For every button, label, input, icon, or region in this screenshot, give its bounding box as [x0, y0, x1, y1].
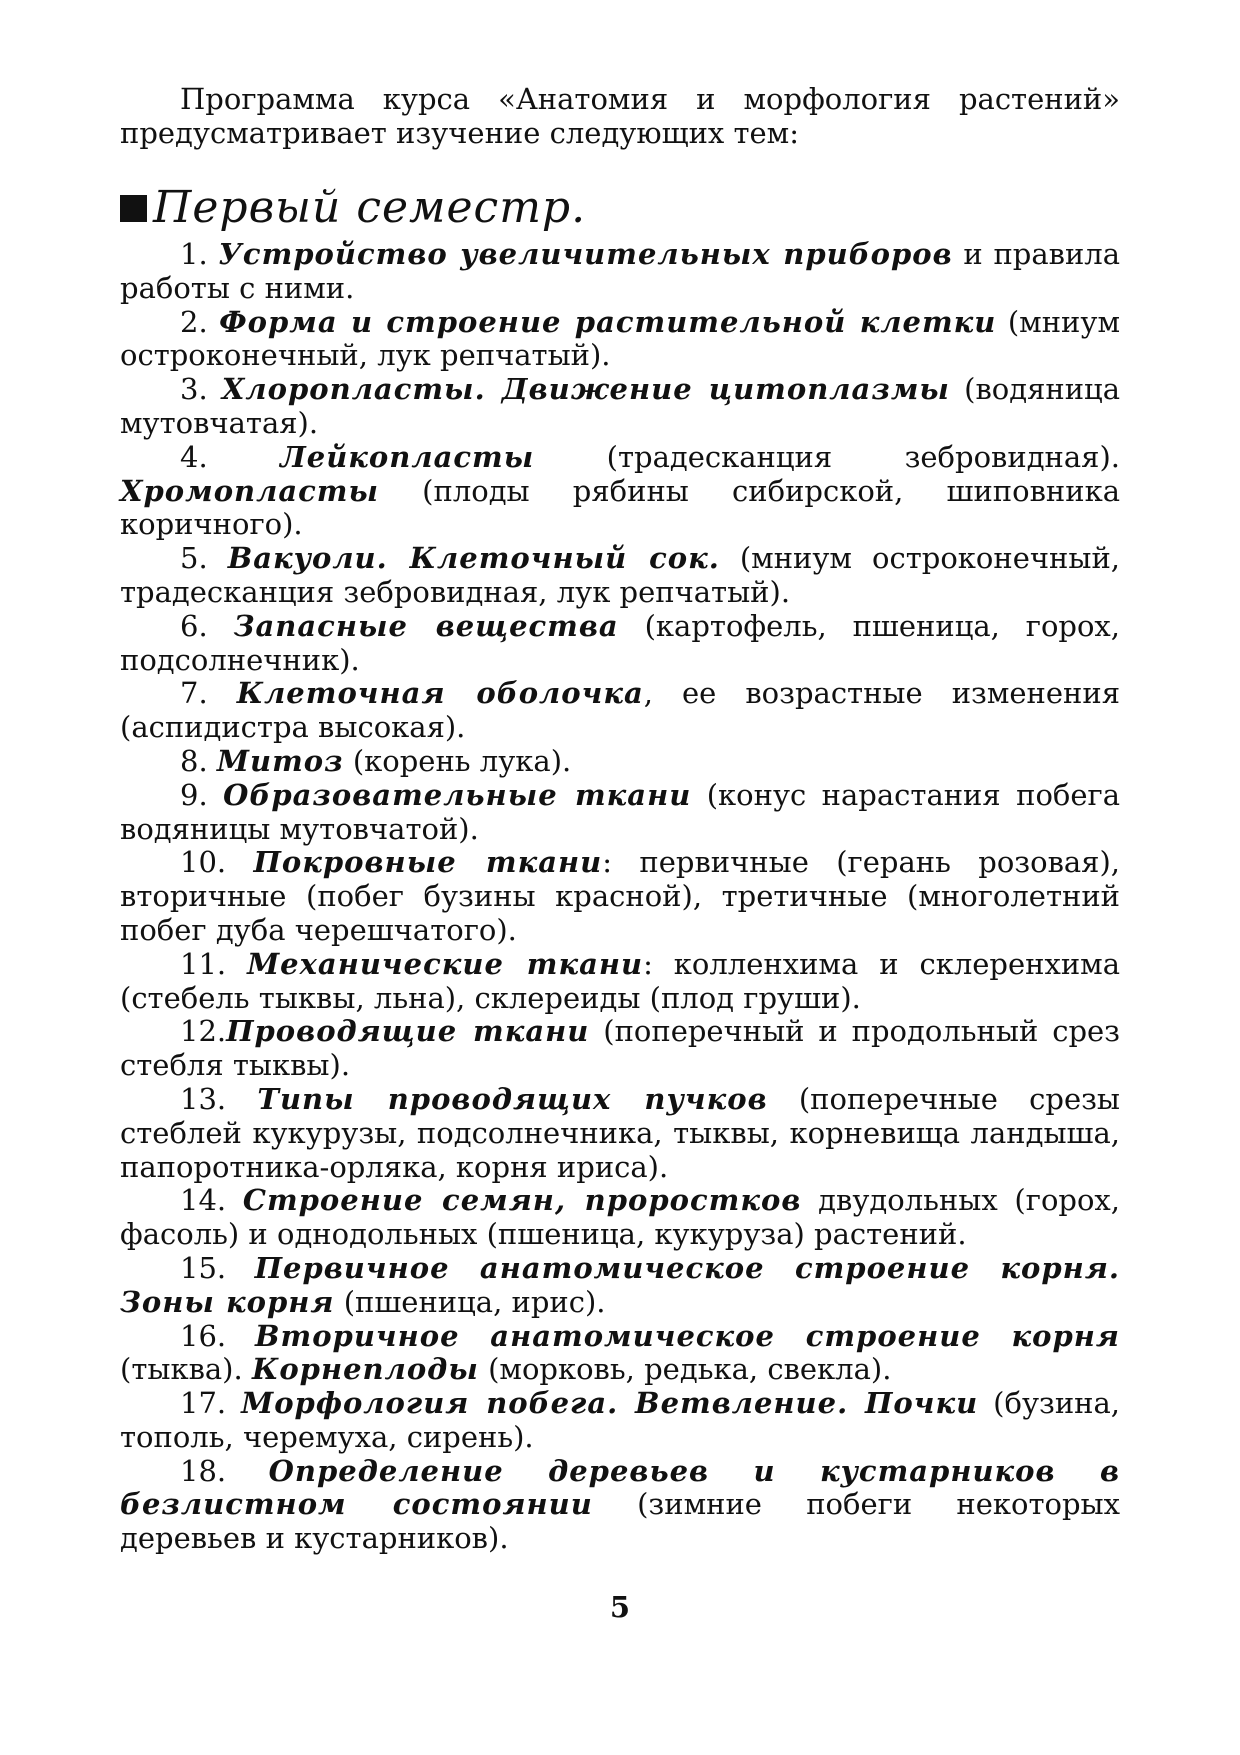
topic-title: Лейкопласты [280, 439, 535, 474]
topic-number: 6. [180, 608, 208, 643]
topic-title: Митоз [216, 743, 344, 778]
topic-description: (зимние побеги некоторых деревьев и кустарников). [120, 1487, 1120, 1556]
topic-number: 5. [180, 541, 208, 576]
topic-title: Вторичное анатомическое строение корня [255, 1318, 1121, 1353]
topic-title: Строение семян, проростков [242, 1183, 802, 1218]
topic-title: Запасные вещества [233, 608, 619, 643]
topic-title: Механические ткани [247, 946, 644, 981]
page-content [120, 82, 1120, 1556]
list-item [120, 1387, 1120, 1455]
topic-number: 2. [180, 304, 208, 339]
list-item [120, 677, 1120, 745]
list-item [120, 238, 1120, 306]
topic-number: 7. [180, 676, 208, 711]
topic-description: (корень лука). [343, 743, 572, 778]
topic-title: Форма и строение растительной клетки [219, 304, 997, 339]
section-heading [120, 180, 1120, 236]
topic-number: 12. [180, 1014, 227, 1049]
topic-number: 8. [180, 743, 208, 778]
list-item [120, 1455, 1120, 1556]
topic-number: 9. [180, 777, 208, 812]
intro-paragraph: Программа курса «Анатомия и морфология растений» предусматривает изучение следующих тем: [120, 82, 1120, 150]
list-item [120, 306, 1120, 374]
topic-description: : колленхима и склеренхима (стебель тыквы, льна), склереиды (плод груши). [120, 946, 1121, 1015]
topic-description: (мниум остроконечный, традесканция зебровидная, лук репчатый). [120, 541, 1120, 609]
topic-title: Проводящие ткани [226, 1014, 590, 1049]
list-item [120, 846, 1120, 947]
topic-title: Образовательные ткани [223, 777, 692, 812]
topic-description: (картофель, пшеница, горох, подсолнечник). [120, 608, 1120, 677]
topic-description: (мниум остроконечный, лук репчатый). [120, 304, 1121, 373]
topic-title: Корнеплоды [251, 1352, 479, 1387]
topic-description: , ее возрастные изменения (аспидистра высокая). [120, 676, 1120, 745]
section-heading-text: Первый семестр. [153, 182, 587, 233]
list-item [120, 948, 1120, 1016]
topic-number: 15. [180, 1250, 227, 1285]
topic-number: 3. [180, 372, 208, 407]
topic-description: (водяница мутовчатая). [120, 372, 1120, 440]
topic-description: (морковь, редька, свекла). [478, 1352, 892, 1387]
topic-number: 14. [180, 1183, 227, 1218]
list-item [120, 373, 1120, 441]
page-number: 5 [609, 1590, 631, 1624]
black-square-icon [120, 195, 147, 222]
topic-title: Первичное анатомическое строение корня. Зоны корня [120, 1250, 1120, 1319]
topic-description: (бузина, тополь, черемуха, сирень). [120, 1386, 1120, 1454]
list-item [120, 610, 1120, 678]
topic-description: и правила работы с ними. [120, 237, 1120, 305]
topic-description: : первичные (герань розовая), вторичные (побег бузины красной), третичные (многолетний побег дуба черешчатого). [120, 845, 1121, 947]
topic-description: (конус нарастания побега водяницы мутовчатой). [120, 777, 1121, 846]
topic-number: 10. [180, 845, 227, 880]
topic-description: (поперечные срезы стеблей кукурузы, подсолнечника, тыквы, корневища ландыша, папоротника-орляка, корня ириса). [120, 1081, 1121, 1184]
topic-description: (поперечный и продольный срез стебля тыквы). [120, 1014, 1120, 1083]
list-item [120, 1015, 1120, 1083]
topic-description: двудольных (горох, фасоль) и однодольных (пшеница, кукуруза) растений. [120, 1183, 1120, 1252]
topic-number: 17. [180, 1386, 227, 1421]
topic-number: 13. [180, 1081, 227, 1116]
topic-title: Морфология побега. Ветвление. Почки [241, 1386, 979, 1421]
list-item [120, 745, 1120, 779]
list-item [120, 1184, 1120, 1252]
topic-title: Типы проводящих пучков [257, 1081, 768, 1116]
topic-number: 16. [180, 1318, 227, 1353]
topic-number: 4. [180, 439, 208, 474]
list-item [120, 779, 1120, 847]
topic-description: (традесканция зебровидная). [534, 439, 1120, 474]
list-item [120, 441, 1120, 542]
topic-number: 11. [180, 946, 227, 981]
topic-title: Определение деревьев и кустарников в безлистном состоянии [120, 1453, 1120, 1522]
list-item [120, 1083, 1120, 1184]
topic-description: (тыква). [120, 1352, 252, 1387]
topic-title: Клеточная оболочка [236, 676, 644, 711]
topic-number: 18. [180, 1453, 227, 1488]
topic-number: 1. [180, 237, 208, 271]
topic-title: Хлоропласты. Движение цитоплазмы [221, 372, 950, 407]
topic-description: (пшеница, ирис). [334, 1284, 606, 1319]
list-item [120, 542, 1120, 610]
topic-title: Вакуоли. Клеточный сок. [227, 541, 720, 576]
topic-list [120, 238, 1120, 1556]
topic-title: Устройство увеличительных приборов [218, 237, 953, 271]
list-item [120, 1320, 1120, 1388]
topic-title: Хромопласты [120, 473, 379, 508]
list-item [120, 1252, 1120, 1320]
topic-description: (плоды рябины сибирской, шиповника коричного). [120, 473, 1120, 542]
topic-title: Покровные ткани [253, 845, 603, 880]
